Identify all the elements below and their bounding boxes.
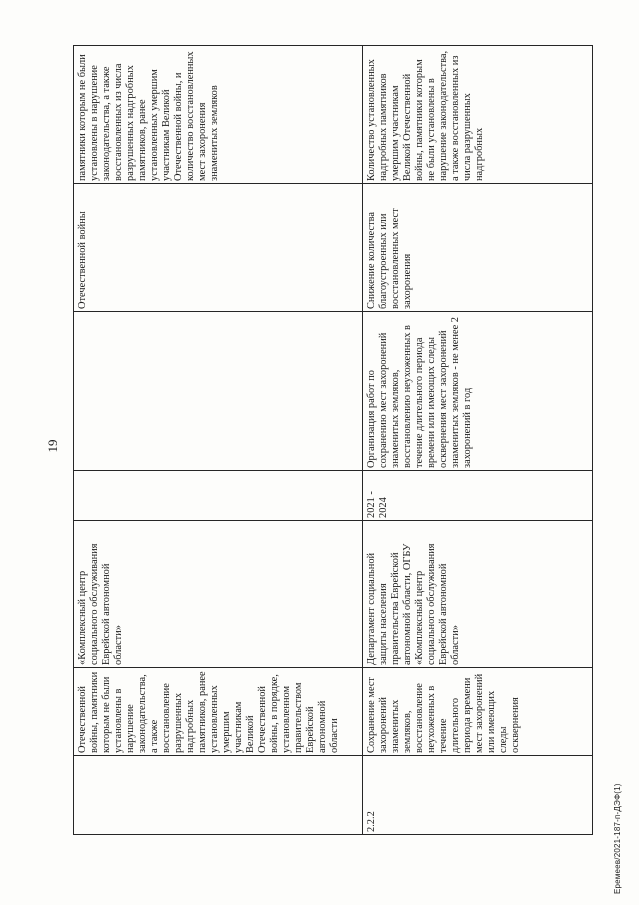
row1-period (77, 474, 359, 518)
row1-indicator: памятники которым не были установлены в нарушение законодательства, а также восстановленных из числа разрушенных надгробных памятников, ранее установленных умершим участникам Великой Отечественной войны, и количество восстановленных мест захоронения знаменитых земляков (77, 51, 220, 181)
row1-measure: Отечественной войны, памятники которым не были установлены в нарушение законодательства, а также восстановление разрушенных надгробных памятников, ранее установленных умершим участникам Великой Отечественной войны, в порядке, установленном правительством Еврейской автономной области (77, 671, 340, 753)
row2-result: Организация работ по сохранению мест захоронений знаменитых земляков, восстановлению неухоженных в течение длительного периода времени или имеющих следы осквернения мест захоронений знаменитых земляков - не менее 2 захоронений в год (366, 317, 473, 468)
row1-consequence: Отечественной войны (77, 211, 88, 309)
row2-executor: Департамент социальной защиты населения правительства Еврейской автономной области, ОГБУ «Комплексный центр социального обслуживания Еврейской автономной области» (366, 543, 461, 665)
page-number: 19 (45, 439, 60, 453)
row2-number: 2.2.2 (366, 811, 377, 832)
row2-consequence: Снижение количества благоустроенных или восстановленных мест захоронения (366, 208, 413, 309)
row2-period: 2021 - 2024 (366, 491, 389, 518)
row2-indicator: Количество установленных надгробных памятников умершим участникам Великой Отечественной войны, памятники которым не были установлены в нарушение законодательства, а также восстановленных из числа разрушенных надгробных (366, 50, 485, 181)
row1-result (77, 316, 359, 468)
row2-measure: Сохранение мест захоронений знаменитых земляков, восстановление неухоженных в течение длительного периода времени мест захоронений или имеющих следы осквернения (366, 673, 521, 753)
row1-executor: «Комплексный центр социального обслуживания Еврейской автономной области» (77, 543, 124, 665)
document-id: Еремеев/2021-187-п-ДЭФ(1) (613, 783, 622, 894)
